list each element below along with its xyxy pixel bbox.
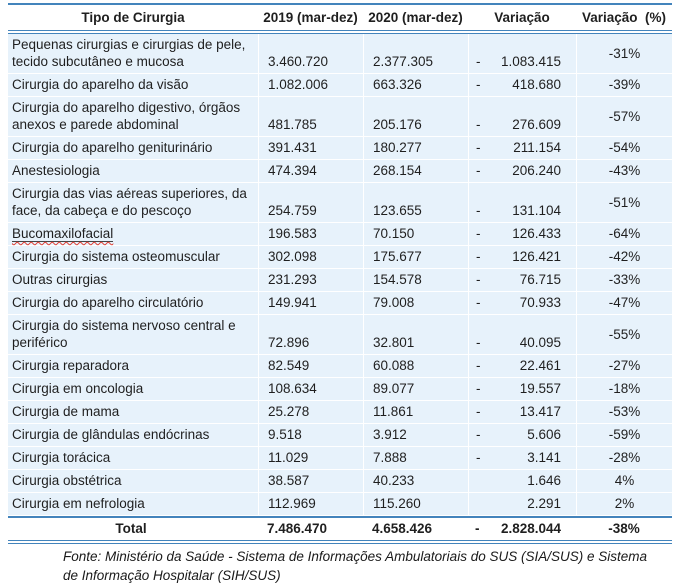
minus-sign: - — [476, 295, 481, 310]
table-row — [8, 470, 672, 493]
variation-pct-cell: -64% — [576, 223, 672, 246]
table-row — [8, 223, 672, 246]
variation-cell — [468, 137, 576, 160]
variation-pct-cell: 4% — [576, 470, 672, 493]
table-row — [8, 137, 672, 160]
variation-pct-cell: 2% — [576, 493, 672, 516]
variation-value: 22.461 — [519, 358, 561, 373]
surgery-type-cell — [8, 160, 258, 183]
variation-value: 1.083.415 — [500, 54, 561, 69]
surgery-type-cell — [8, 424, 258, 447]
table-header — [8, 5, 672, 34]
value-2020-cell: 115.260 — [363, 493, 468, 516]
variation-value: 76.715 — [519, 272, 561, 287]
variation-cell — [468, 160, 576, 183]
total-2019-cell: 7.486.470 — [258, 516, 363, 544]
total-variation-value: 2.828.044 — [500, 521, 561, 536]
value-2020-cell: 40.233 — [363, 470, 468, 493]
variation-cell — [468, 493, 576, 516]
header-variacao: Variação — [468, 5, 576, 34]
surgery-type-cell — [8, 246, 258, 269]
value-2019-cell: 481.785 — [258, 97, 363, 137]
surgery-type-label: Bucomaxilofacial — [12, 226, 114, 241]
variation-value: 211.154 — [513, 140, 561, 155]
table-row — [8, 34, 672, 74]
surgery-type-label: Outras cirurgias — [12, 272, 108, 287]
value-2019-cell: 38.587 — [258, 470, 363, 493]
header-2019: 2019 (mar-dez) — [258, 5, 363, 34]
variation-pct-cell: -57% — [576, 97, 672, 137]
value-2020-cell: 3.912 — [363, 424, 468, 447]
variation-cell — [468, 97, 576, 137]
variation-value: 3.141 — [527, 450, 561, 465]
variation-value: 70.933 — [519, 295, 561, 310]
value-2019-cell: 254.759 — [258, 183, 363, 223]
header-row — [8, 5, 672, 34]
surgery-type-cell — [8, 292, 258, 315]
minus-sign: - — [476, 358, 481, 373]
variation-value: 40.095 — [519, 335, 561, 350]
variation-value: 2.291 — [527, 496, 561, 511]
surgery-type-label: Cirurgia do sistema osteomuscular — [12, 249, 220, 264]
variation-value: 19.557 — [519, 381, 561, 396]
surgery-type-label: Anestesiologia — [12, 163, 100, 178]
value-2019-cell: 11.029 — [258, 447, 363, 470]
surgery-type-label: Cirurgia do aparelho geniturinário — [12, 140, 213, 155]
surgery-type-label: Cirurgia do aparelho digestivo, órgãos anexos e parede abdominal — [12, 100, 241, 132]
surgery-table — [8, 3, 672, 544]
variation-value: 126.433 — [512, 226, 561, 241]
value-2019-cell: 196.583 — [258, 223, 363, 246]
value-2020-cell: 79.008 — [363, 292, 468, 315]
minus-sign: - — [476, 335, 481, 350]
surgery-type-label: Cirurgia de mama — [12, 404, 120, 419]
surgery-type-label: Cirurgia em nefrologia — [12, 496, 145, 511]
value-2019-cell: 231.293 — [258, 269, 363, 292]
surgery-type-cell — [8, 223, 258, 246]
value-2019-cell: 25.278 — [258, 401, 363, 424]
minus-sign: - — [476, 140, 481, 155]
table-row — [8, 74, 672, 97]
value-2020-cell: 89.077 — [363, 378, 468, 401]
variation-value: 131.104 — [512, 203, 561, 218]
table-row — [8, 97, 672, 137]
surgery-type-cell — [8, 315, 258, 355]
value-2019-cell: 108.634 — [258, 378, 363, 401]
value-2019-cell: 3.460.720 — [258, 34, 363, 74]
variation-value: 276.609 — [512, 117, 561, 132]
value-2020-cell: 7.888 — [363, 447, 468, 470]
variation-pct-cell: -39% — [576, 74, 672, 97]
minus-sign: - — [476, 203, 481, 218]
variation-value: 13.417 — [519, 404, 561, 419]
variation-pct-cell: -47% — [576, 292, 672, 315]
table-row — [8, 447, 672, 470]
surgery-type-label: Cirurgia das vias aéreas superiores, da face, da cabeça e do pescoço — [12, 186, 247, 218]
total-minus-sign: - — [475, 521, 480, 536]
surgery-type-cell — [8, 355, 258, 378]
surgery-type-cell — [8, 183, 258, 223]
variation-cell — [468, 355, 576, 378]
table-row — [8, 493, 672, 516]
total-variation-pct-cell: -38% — [576, 516, 672, 544]
total-variation-cell — [468, 516, 576, 544]
value-2020-cell: 60.088 — [363, 355, 468, 378]
surgery-type-cell — [8, 74, 258, 97]
surgery-type-label: Pequenas cirurgias e cirurgias de pele, tecido subcutâneo e mucosa — [12, 37, 246, 69]
value-2019-cell: 302.098 — [258, 246, 363, 269]
variation-pct-cell: -55% — [576, 315, 672, 355]
variation-cell — [468, 378, 576, 401]
value-2020-cell: 180.277 — [363, 137, 468, 160]
surgery-type-label: Cirurgia torácica — [12, 450, 111, 465]
value-2020-cell: 70.150 — [363, 223, 468, 246]
surgery-type-cell — [8, 493, 258, 516]
header-tipo-de-cirurgia: Tipo de Cirurgia — [8, 5, 258, 34]
value-2020-cell: 32.801 — [363, 315, 468, 355]
minus-sign: - — [476, 249, 481, 264]
value-2019-cell: 391.431 — [258, 137, 363, 160]
value-2019-cell: 72.896 — [258, 315, 363, 355]
table-row — [8, 424, 672, 447]
surgery-type-cell — [8, 34, 258, 74]
value-2019-cell: 1.082.006 — [258, 74, 363, 97]
variation-cell — [468, 34, 576, 74]
variation-pct-cell: -51% — [576, 183, 672, 223]
variation-pct-cell: -59% — [576, 424, 672, 447]
total-row — [8, 516, 672, 544]
surgery-type-cell — [8, 470, 258, 493]
minus-sign: - — [476, 272, 481, 287]
minus-sign: - — [476, 117, 481, 132]
variation-pct-cell: -33% — [576, 269, 672, 292]
surgery-type-cell — [8, 137, 258, 160]
value-2020-cell: 154.578 — [363, 269, 468, 292]
variation-cell — [468, 447, 576, 470]
variation-cell — [468, 292, 576, 315]
variation-value: 1.646 — [527, 473, 561, 488]
variation-pct-cell: -42% — [576, 246, 672, 269]
variation-pct-cell: -28% — [576, 447, 672, 470]
value-2020-cell: 663.326 — [363, 74, 468, 97]
table-row — [8, 246, 672, 269]
minus-sign: - — [476, 54, 481, 69]
source-note: Fonte: Ministério da Saúde - Sistema de Informações Ambulatoriais do SUS (SIA/SUS) e Sistema de Informação Hospitalar (SIH/SUS) — [63, 549, 648, 583]
variation-cell — [468, 246, 576, 269]
surgery-type-cell — [8, 447, 258, 470]
variation-cell — [468, 315, 576, 355]
minus-sign: - — [476, 427, 481, 442]
surgery-type-cell — [8, 97, 258, 137]
value-2020-cell: 205.176 — [363, 97, 468, 137]
variation-value: 418.680 — [512, 77, 561, 92]
variation-cell — [468, 183, 576, 223]
value-2020-cell: 268.154 — [363, 160, 468, 183]
table-row — [8, 183, 672, 223]
variation-value: 5.606 — [527, 427, 561, 442]
surgery-type-label: Cirurgia do aparelho circulatório — [12, 295, 204, 310]
total-2020-cell: 4.658.426 — [363, 516, 468, 544]
minus-sign: - — [476, 226, 481, 241]
table-row — [8, 315, 672, 355]
table-row — [8, 160, 672, 183]
minus-sign: - — [476, 163, 481, 178]
minus-sign: - — [476, 404, 481, 419]
value-2019-cell: 82.549 — [258, 355, 363, 378]
variation-pct-cell: -54% — [576, 137, 672, 160]
surgery-type-label: Cirurgia obstétrica — [12, 473, 122, 488]
value-2019-cell: 9.518 — [258, 424, 363, 447]
value-2019-cell: 474.394 — [258, 160, 363, 183]
table-row — [8, 378, 672, 401]
total-label-cell: Total — [8, 516, 258, 544]
table-row — [8, 292, 672, 315]
variation-cell — [468, 223, 576, 246]
value-2019-cell: 112.969 — [258, 493, 363, 516]
variation-value: 206.240 — [512, 163, 561, 178]
header-variacao-pct: Variação (%) — [576, 5, 672, 34]
variation-pct-cell: -53% — [576, 401, 672, 424]
surgery-type-label: Cirurgia reparadora — [12, 358, 130, 373]
surgery-type-label: Cirurgia do aparelho da visão — [12, 77, 189, 92]
variation-cell — [468, 74, 576, 97]
table-row — [8, 355, 672, 378]
value-2020-cell: 175.677 — [363, 246, 468, 269]
value-2020-cell: 11.861 — [363, 401, 468, 424]
variation-pct-cell: -31% — [576, 34, 672, 74]
variation-cell — [468, 269, 576, 292]
surgery-type-cell — [8, 401, 258, 424]
table-row — [8, 269, 672, 292]
minus-sign: - — [476, 381, 481, 396]
surgery-type-label: Cirurgia em oncologia — [12, 381, 144, 396]
variation-value: 126.421 — [512, 249, 561, 264]
table-body — [8, 34, 672, 516]
surgery-type-cell — [8, 378, 258, 401]
value-2020-cell: 2.377.305 — [363, 34, 468, 74]
variation-cell — [468, 424, 576, 447]
surgery-type-cell — [8, 269, 258, 292]
variation-pct-cell: -27% — [576, 355, 672, 378]
variation-pct-cell: -43% — [576, 160, 672, 183]
table-footer — [8, 516, 672, 544]
variation-pct-cell: -18% — [576, 378, 672, 401]
value-2020-cell: 123.655 — [363, 183, 468, 223]
variation-cell — [468, 470, 576, 493]
surgery-type-label: Cirurgia de glândulas endócrinas — [12, 427, 210, 442]
minus-sign: - — [476, 77, 481, 92]
variation-cell — [468, 401, 576, 424]
surgery-type-label: Cirurgia do sistema nervoso central e periférico — [12, 318, 236, 350]
header-2020: 2020 (mar-dez) — [363, 5, 468, 34]
value-2019-cell: 149.941 — [258, 292, 363, 315]
minus-sign: - — [476, 450, 481, 465]
table-row — [8, 401, 672, 424]
